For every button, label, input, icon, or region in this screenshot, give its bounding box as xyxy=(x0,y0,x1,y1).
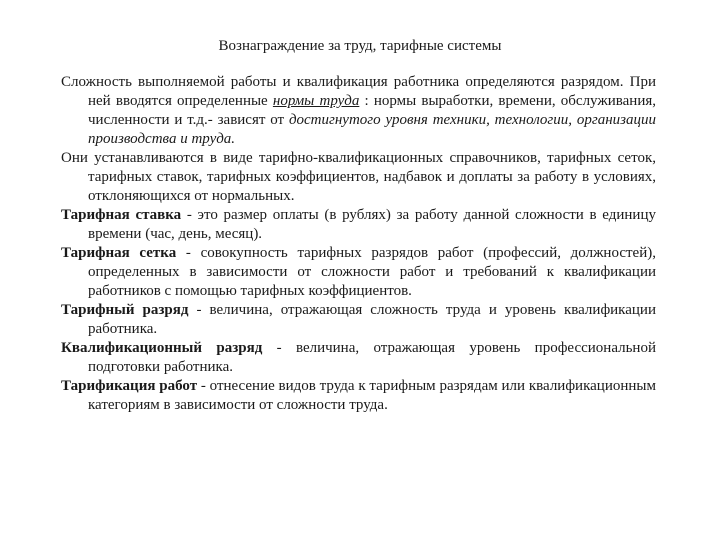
paragraph-tariff-grid xyxy=(61,244,656,301)
definition-text: - отнесение видов труда к тарифным разрядам или квалификационным категориям в зависимости от сложности труда. xyxy=(88,378,656,413)
paragraph-qualification-grade xyxy=(61,339,656,377)
term-tariffication: Тарификация работ xyxy=(61,378,198,394)
term-tariff-grade: Тарифный разряд xyxy=(61,302,189,318)
term-qualification-grade: Квалификационный разряд xyxy=(61,340,263,356)
paragraph-text: : нормы выработки, времени, обслуживания, численности и т.д.- зависят от xyxy=(88,93,656,128)
paragraph-text: Они устанавливаются в виде тарифно-квалификационных справочников, тарифных сеток, тарифных ставок, тарифных коэффициентов, надбавок и доплаты за работу в условиях, отклоняющихся от нормальных. xyxy=(61,150,656,204)
term-tariff-rate: Тарифная ставка xyxy=(61,207,182,223)
paragraph-tariff-grade xyxy=(61,301,656,339)
slide-body xyxy=(61,73,656,415)
paragraph-text: Сложность выполняемой работы и квалификация работника определяются разрядом. При ней вводятся определенные xyxy=(61,74,656,109)
definition-text: - это размер оплаты (в рублях) за работу данной сложности в единицу времени (час, день, месяц). xyxy=(88,207,656,242)
paragraph-tariff-rate xyxy=(61,206,656,244)
definition-text: - величина, отражающая уровень профессиональной подготовки работника. xyxy=(88,340,656,375)
italic-text: достигнутого уровня техники, технологии, организации производства и труда. xyxy=(88,112,656,147)
slide-title: Вознаграждение за труд, тарифные системы xyxy=(218,38,502,54)
paragraph-established xyxy=(61,149,656,206)
paragraph-complexity xyxy=(61,73,656,149)
term-tariff-grid: Тарифная сетка xyxy=(61,245,177,261)
definition-text: - величина, отражающая сложность труда и уровень квалификации работника. xyxy=(88,302,656,337)
paragraph-tariffication xyxy=(61,377,656,415)
labor-norms-text: нормы труда xyxy=(272,93,360,109)
definition-text: - совокупность тарифных разрядов работ (профессий, должностей), определенных в зависимости от сложности работ и требований к квалификации работников с помощью тарифных коэффициентов. xyxy=(88,245,656,299)
